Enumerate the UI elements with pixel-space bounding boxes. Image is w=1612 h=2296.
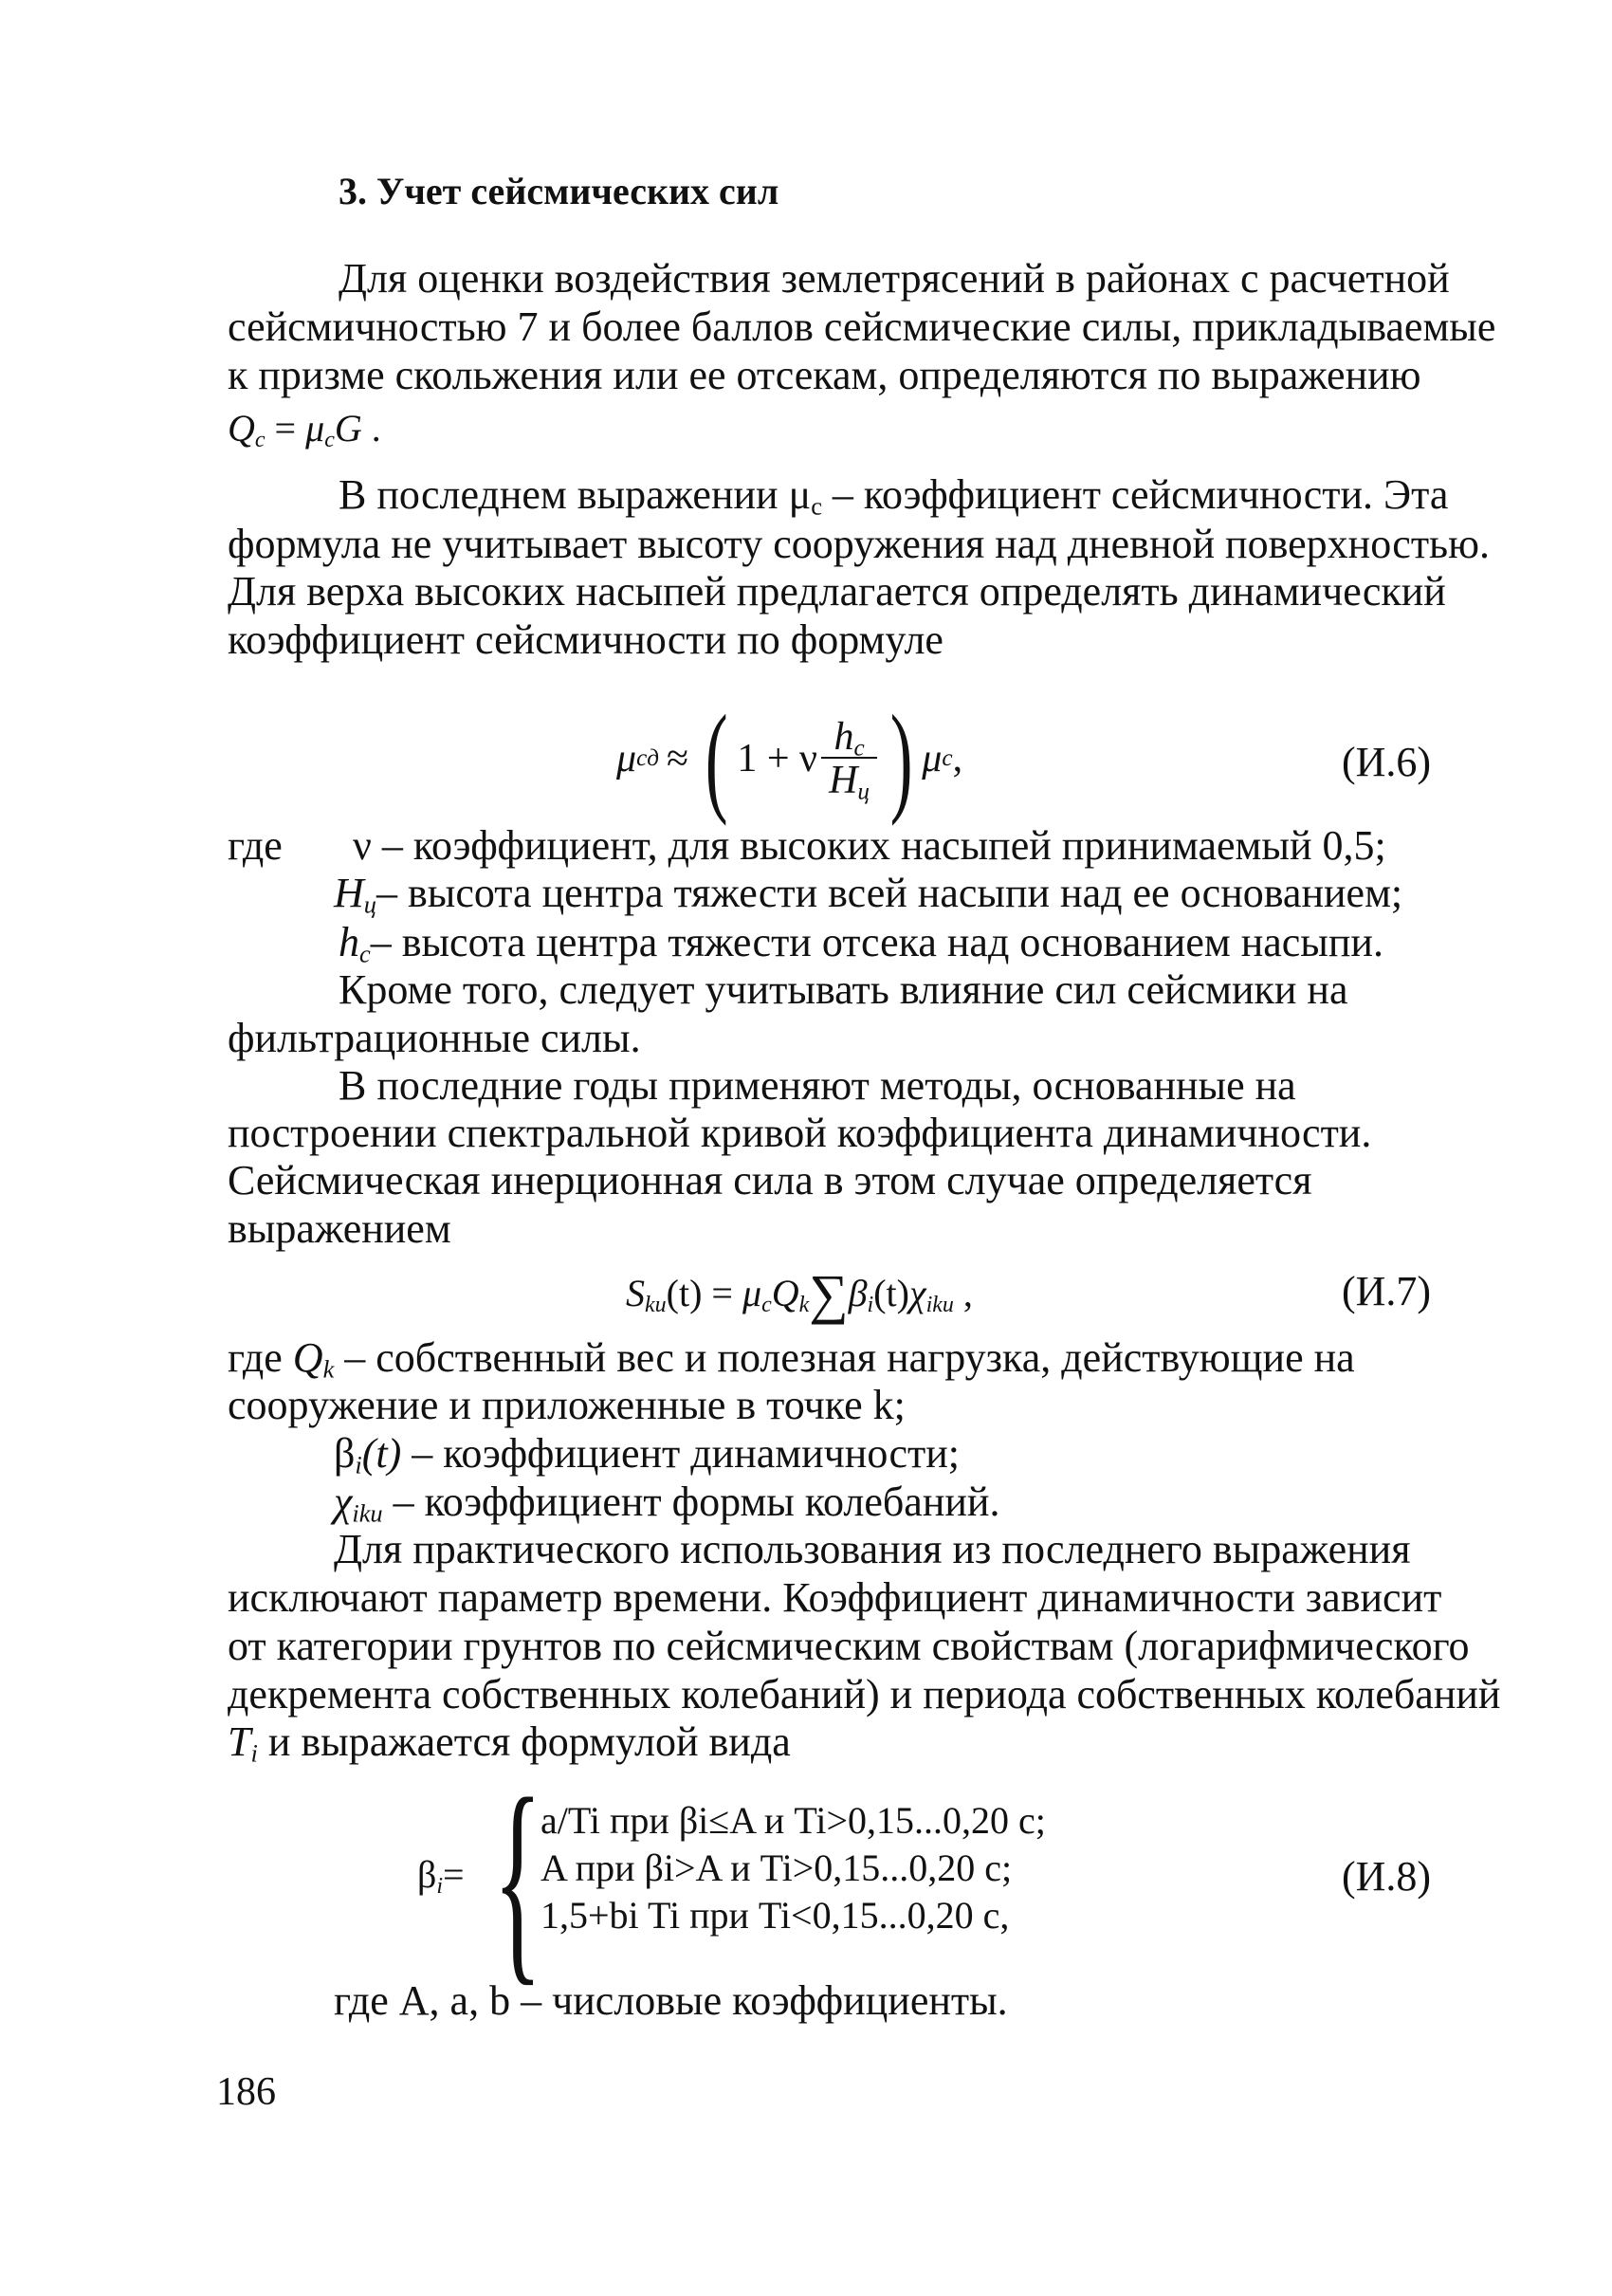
where2-line4: $\chi_{ikи}$ – коэффициент формы колебаний.	[334, 1479, 1000, 1528]
p2-line3: Для верха высоких насыпей предлагается определять динамический	[228, 568, 1446, 615]
fraction-hc-over-H: $\frac{h_c}{H_ц}$	[821, 717, 877, 800]
where2-line2: сооружение и приложенные в точке k;	[228, 1382, 906, 1428]
equation-6-label: (И.6)	[1342, 739, 1432, 785]
where2-line3: $\beta_i(t)$ – коэффициент динамичности;	[334, 1430, 960, 1479]
p5-line5: $T_i$ и выражается формулой вида	[228, 1718, 791, 1768]
p2-line4: коэффициент сейсмичности по формуле	[228, 616, 943, 663]
p3-line2: фильтрационные силы.	[228, 1015, 641, 1061]
p1-line1: Для оценки воздействия землетрясений в районах с расчетной	[339, 255, 1450, 302]
equation-8-lhs: $\beta_i=$	[417, 1853, 465, 1899]
where1-line1: ν – коэффициент, для высоких насыпей принимаемый 0,5;	[353, 822, 1386, 869]
where1-gde: где	[228, 822, 283, 869]
equation-6: μ cд ≈ ( 1 + ν $\frac{h_c}{H_ц}$ ) μ c ,	[616, 690, 963, 827]
p2-line1: В последнем выражении $\mu_c$ – коэффициент сейсмичности. Эта	[339, 471, 1449, 521]
p1-line2: сейсмичностью 7 и более баллов сейсмические силы, прикладываемые	[228, 303, 1496, 350]
p5-line3: от категории грунтов по сейсмическим свойствам (логарифмического	[228, 1623, 1470, 1669]
p3-line1: Кроме того, следует учитывать влияние сил сейсмики на	[339, 966, 1348, 1013]
p5-line1: Для практического использования из последнего выражения	[334, 1526, 1411, 1572]
where1-line3: $h_c-$ высота центра тяжести отсека над основанием насыпи.	[339, 919, 1383, 968]
section-heading: 3. Учет сейсмических сил	[339, 170, 779, 212]
p5-line2: исключают параметр времени. Коэффициент динамичности зависит	[228, 1574, 1442, 1621]
equation-8-label: (И.8)	[1342, 1853, 1432, 1900]
formula-qc: $Q_c = \mu_cG$ .	[228, 407, 381, 452]
left-brace: {	[493, 1752, 542, 2004]
p4-line4: выражением	[228, 1205, 451, 1252]
p4-line3: Сейсмическая инерционная сила в этом случае определяется	[228, 1157, 1312, 1203]
p1-line3: к призме скольжения или ее отсекам, определяются по выражению	[228, 352, 1421, 398]
where1-line2: $H_ц-$ высота центра тяжести всей насыпи над ее основанием;	[334, 870, 1403, 919]
equation-7: $S_{kи}(t) = \mu_cQ_k\sum\beta_i(t)\chi_{ikи}$ ,	[626, 1263, 973, 1325]
last-line: где A, a, b – числовые коэффициенты.	[334, 1977, 1008, 2024]
equation-8-case1: a/Ti при βi≤A и Ti>0,15...0,20 c;	[540, 1799, 1046, 1842]
p5-line4: декремента собственных колебаний) и периода собственных колебаний	[228, 1671, 1501, 1717]
where2-line1: где $Q_k$ – собственный вес и полезная нагрузка, действующие на	[228, 1334, 1355, 1384]
equation-8-case2: A при βi>A и Ti>0,15...0,20 c;	[540, 1846, 1013, 1889]
equation-8-case3: 1,5+bi Ti при Ti<0,15...0,20 c,	[540, 1894, 1010, 1937]
page-number: 186	[216, 2070, 276, 2114]
p4-line1: В последние годы применяют методы, основанные на	[339, 1062, 1296, 1109]
p2-line2: формула не учитывает высоту сооружения над дневной поверхностью.	[228, 521, 1490, 567]
p4-line2: построении спектральной кривой коэффициента динамичности.	[228, 1110, 1372, 1156]
equation-7-label: (И.7)	[1342, 1268, 1432, 1314]
